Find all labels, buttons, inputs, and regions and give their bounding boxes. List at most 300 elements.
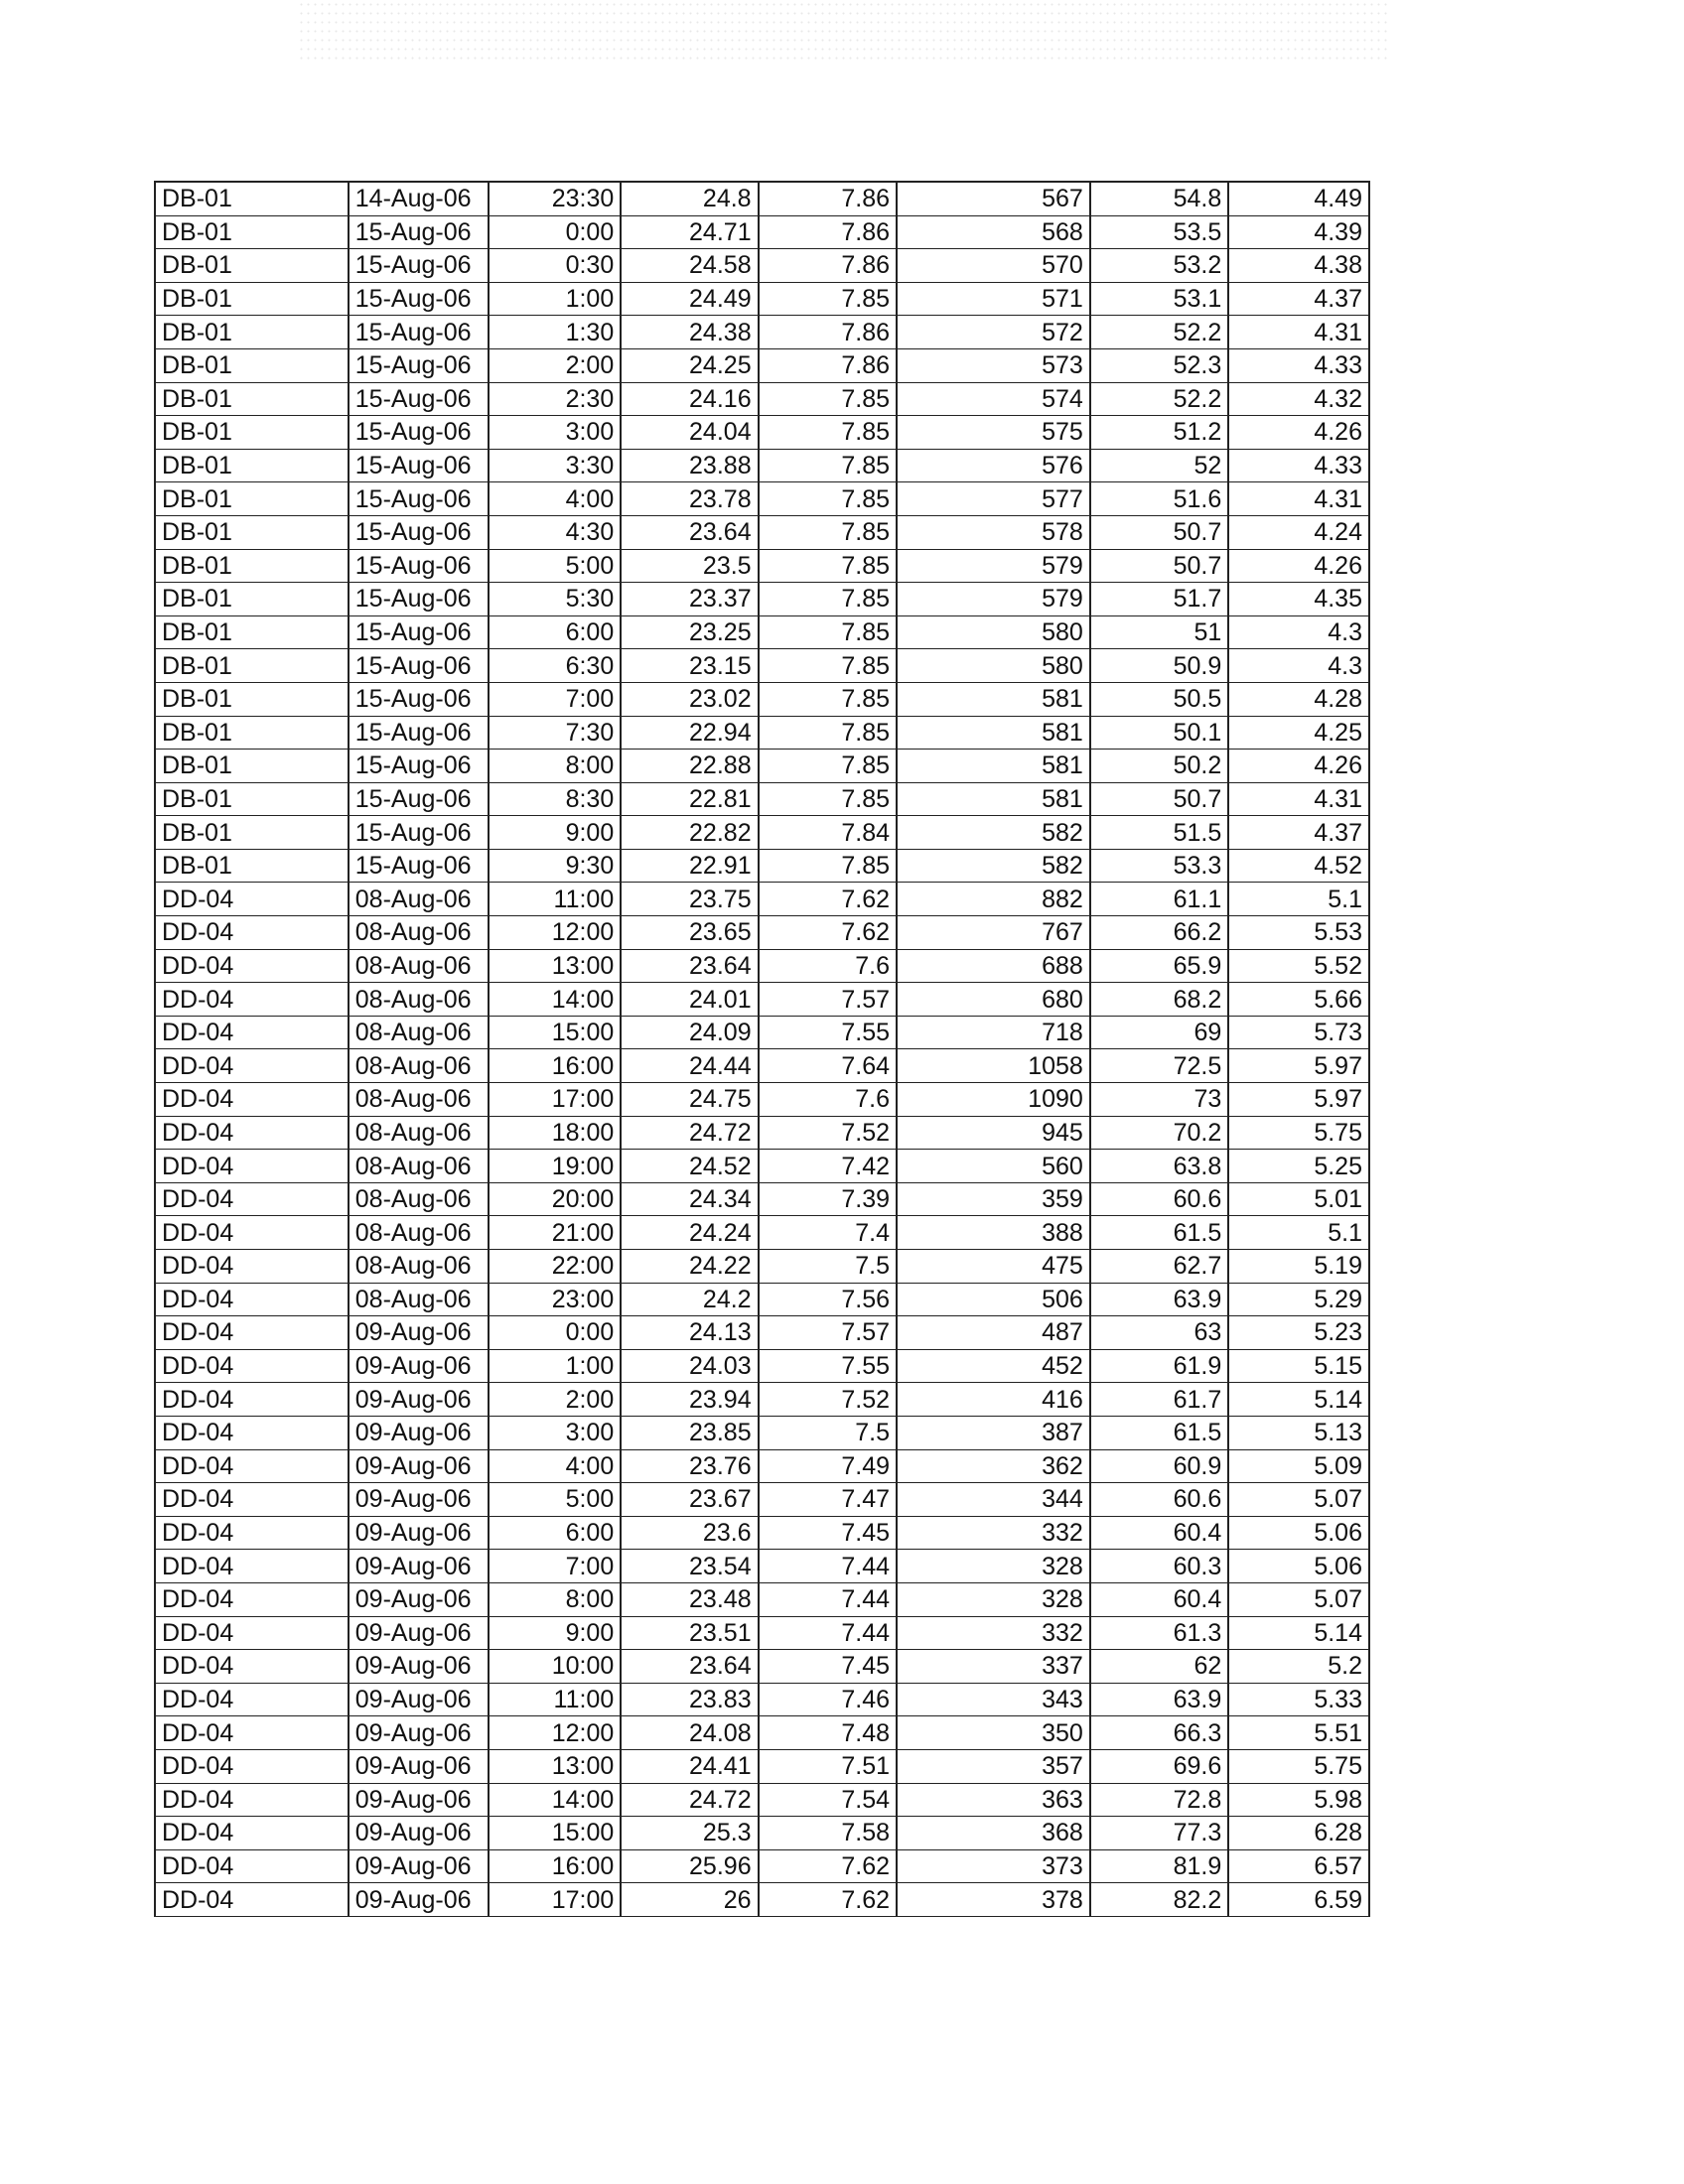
site-id-cell: DB-01	[155, 816, 349, 850]
do-mgl-cell: 5.09	[1228, 1449, 1369, 1483]
table-row	[155, 816, 1369, 850]
temperature-cell: 22.94	[621, 716, 758, 750]
time-cell: 16:00	[489, 1849, 621, 1883]
site-id-cell: DB-01	[155, 782, 349, 816]
site-id-cell: DB-01	[155, 583, 349, 616]
conductivity-cell: 581	[897, 750, 1090, 783]
temperature-cell: 23.54	[621, 1550, 758, 1583]
do-percent-cell: 53.5	[1090, 215, 1228, 249]
conductivity-cell: 328	[897, 1582, 1090, 1616]
conductivity-cell: 328	[897, 1550, 1090, 1583]
ph-cell: 7.5	[759, 1416, 897, 1449]
ph-cell: 7.45	[759, 1516, 897, 1550]
date-cell: 15-Aug-06	[349, 382, 490, 416]
temperature-cell: 25.3	[621, 1817, 758, 1850]
temperature-cell: 24.22	[621, 1250, 758, 1284]
time-cell: 15:00	[489, 1817, 621, 1850]
data-table	[154, 181, 1370, 1917]
date-cell: 15-Aug-06	[349, 249, 490, 283]
do-percent-cell: 62	[1090, 1650, 1228, 1684]
date-cell: 09-Aug-06	[349, 1849, 490, 1883]
date-cell: 08-Aug-06	[349, 1016, 490, 1049]
ph-cell: 7.85	[759, 449, 897, 482]
do-mgl-cell: 5.06	[1228, 1516, 1369, 1550]
temperature-cell: 23.5	[621, 549, 758, 583]
conductivity-cell: 882	[897, 883, 1090, 916]
ph-cell: 7.46	[759, 1683, 897, 1716]
site-id-cell: DB-01	[155, 549, 349, 583]
site-id-cell: DD-04	[155, 1582, 349, 1616]
site-id-cell: DB-01	[155, 382, 349, 416]
temperature-cell: 23.64	[621, 1650, 758, 1684]
time-cell: 3:00	[489, 416, 621, 450]
do-mgl-cell: 4.49	[1228, 182, 1369, 215]
date-cell: 09-Aug-06	[349, 1349, 490, 1383]
time-cell: 2:30	[489, 382, 621, 416]
do-percent-cell: 66.2	[1090, 916, 1228, 950]
do-mgl-cell: 5.97	[1228, 1049, 1369, 1083]
do-percent-cell: 82.2	[1090, 1883, 1228, 1917]
table-row	[155, 1716, 1369, 1750]
temperature-cell: 24.03	[621, 1349, 758, 1383]
ph-cell: 7.86	[759, 348, 897, 382]
site-id-cell: DD-04	[155, 1250, 349, 1284]
conductivity-cell: 718	[897, 1016, 1090, 1049]
table-row	[155, 583, 1369, 616]
date-cell: 08-Aug-06	[349, 949, 490, 983]
do-mgl-cell: 4.25	[1228, 716, 1369, 750]
do-mgl-cell: 4.28	[1228, 682, 1369, 716]
do-mgl-cell: 5.53	[1228, 916, 1369, 950]
time-cell: 23:00	[489, 1283, 621, 1316]
site-id-cell: DD-04	[155, 1316, 349, 1350]
time-cell: 0:00	[489, 1316, 621, 1350]
ph-cell: 7.56	[759, 1283, 897, 1316]
time-cell: 6:00	[489, 615, 621, 649]
time-cell: 18:00	[489, 1116, 621, 1150]
conductivity-cell: 357	[897, 1749, 1090, 1783]
date-cell: 08-Aug-06	[349, 1283, 490, 1316]
table-row	[155, 1650, 1369, 1684]
site-id-cell: DB-01	[155, 849, 349, 883]
ph-cell: 7.6	[759, 1083, 897, 1117]
site-id-cell: DD-04	[155, 1049, 349, 1083]
do-mgl-cell: 5.33	[1228, 1683, 1369, 1716]
do-percent-cell: 50.9	[1090, 649, 1228, 683]
conductivity-cell: 574	[897, 382, 1090, 416]
table-row	[155, 1116, 1369, 1150]
do-percent-cell: 61.7	[1090, 1383, 1228, 1417]
date-cell: 15-Aug-06	[349, 416, 490, 450]
do-mgl-cell: 5.19	[1228, 1250, 1369, 1284]
do-percent-cell: 73	[1090, 1083, 1228, 1117]
conductivity-cell: 337	[897, 1650, 1090, 1684]
date-cell: 09-Aug-06	[349, 1716, 490, 1750]
do-mgl-cell: 5.98	[1228, 1783, 1369, 1817]
time-cell: 9:00	[489, 1616, 621, 1650]
table-row	[155, 782, 1369, 816]
do-percent-cell: 53.1	[1090, 282, 1228, 316]
site-id-cell: DB-01	[155, 716, 349, 750]
do-mgl-cell: 5.07	[1228, 1483, 1369, 1517]
do-mgl-cell: 5.07	[1228, 1582, 1369, 1616]
site-id-cell: DD-04	[155, 1817, 349, 1850]
time-cell: 5:30	[489, 583, 621, 616]
time-cell: 5:00	[489, 549, 621, 583]
date-cell: 09-Aug-06	[349, 1817, 490, 1850]
time-cell: 17:00	[489, 1083, 621, 1117]
do-percent-cell: 61.1	[1090, 883, 1228, 916]
site-id-cell: DD-04	[155, 949, 349, 983]
do-percent-cell: 60.4	[1090, 1582, 1228, 1616]
conductivity-cell: 388	[897, 1216, 1090, 1250]
temperature-cell: 24.01	[621, 983, 758, 1017]
temperature-cell: 24.13	[621, 1316, 758, 1350]
do-mgl-cell: 6.59	[1228, 1883, 1369, 1917]
table-row	[155, 615, 1369, 649]
ph-cell: 7.85	[759, 649, 897, 683]
do-percent-cell: 69	[1090, 1016, 1228, 1049]
ph-cell: 7.55	[759, 1349, 897, 1383]
conductivity-cell: 573	[897, 348, 1090, 382]
do-mgl-cell: 5.1	[1228, 883, 1369, 916]
date-cell: 08-Aug-06	[349, 1182, 490, 1216]
ph-cell: 7.85	[759, 515, 897, 549]
date-cell: 09-Aug-06	[349, 1683, 490, 1716]
table-row	[155, 182, 1369, 215]
do-percent-cell: 61.3	[1090, 1616, 1228, 1650]
do-percent-cell: 60.3	[1090, 1550, 1228, 1583]
temperature-cell: 24.72	[621, 1116, 758, 1150]
date-cell: 09-Aug-06	[349, 1516, 490, 1550]
ph-cell: 7.62	[759, 1849, 897, 1883]
table-row	[155, 1483, 1369, 1517]
date-cell: 08-Aug-06	[349, 1083, 490, 1117]
site-id-cell: DD-04	[155, 1650, 349, 1684]
conductivity-cell: 688	[897, 949, 1090, 983]
do-percent-cell: 50.7	[1090, 549, 1228, 583]
do-mgl-cell: 6.28	[1228, 1817, 1369, 1850]
do-percent-cell: 52.2	[1090, 316, 1228, 349]
do-percent-cell: 50.7	[1090, 515, 1228, 549]
table-row	[155, 949, 1369, 983]
conductivity-cell: 577	[897, 482, 1090, 516]
site-id-cell: DD-04	[155, 1616, 349, 1650]
do-mgl-cell: 4.31	[1228, 316, 1369, 349]
time-cell: 8:00	[489, 750, 621, 783]
do-mgl-cell: 4.24	[1228, 515, 1369, 549]
table-row	[155, 1783, 1369, 1817]
ph-cell: 7.49	[759, 1449, 897, 1483]
time-cell: 19:00	[489, 1150, 621, 1183]
do-percent-cell: 61.9	[1090, 1349, 1228, 1383]
ph-cell: 7.44	[759, 1582, 897, 1616]
ph-cell: 7.86	[759, 249, 897, 283]
date-cell: 08-Aug-06	[349, 1049, 490, 1083]
conductivity-cell: 487	[897, 1316, 1090, 1350]
do-percent-cell: 63.9	[1090, 1283, 1228, 1316]
do-mgl-cell: 5.52	[1228, 949, 1369, 983]
do-percent-cell: 51.7	[1090, 583, 1228, 616]
do-percent-cell: 72.8	[1090, 1783, 1228, 1817]
conductivity-cell: 350	[897, 1716, 1090, 1750]
date-cell: 08-Aug-06	[349, 1150, 490, 1183]
ph-cell: 7.64	[759, 1049, 897, 1083]
do-percent-cell: 62.7	[1090, 1250, 1228, 1284]
do-mgl-cell: 4.31	[1228, 782, 1369, 816]
table-row	[155, 883, 1369, 916]
table-row	[155, 916, 1369, 950]
site-id-cell: DD-04	[155, 1749, 349, 1783]
temperature-cell: 24.71	[621, 215, 758, 249]
site-id-cell: DD-04	[155, 1416, 349, 1449]
do-mgl-cell: 5.51	[1228, 1716, 1369, 1750]
do-percent-cell: 53.3	[1090, 849, 1228, 883]
site-id-cell: DB-01	[155, 282, 349, 316]
do-mgl-cell: 4.26	[1228, 549, 1369, 583]
site-id-cell: DD-04	[155, 1016, 349, 1049]
table-row	[155, 515, 1369, 549]
do-percent-cell: 77.3	[1090, 1817, 1228, 1850]
do-mgl-cell: 5.75	[1228, 1749, 1369, 1783]
table-row	[155, 1616, 1369, 1650]
date-cell: 15-Aug-06	[349, 348, 490, 382]
temperature-cell: 23.51	[621, 1616, 758, 1650]
do-mgl-cell: 5.23	[1228, 1316, 1369, 1350]
ph-cell: 7.6	[759, 949, 897, 983]
do-mgl-cell: 4.3	[1228, 649, 1369, 683]
do-percent-cell: 70.2	[1090, 1116, 1228, 1150]
date-cell: 08-Aug-06	[349, 883, 490, 916]
ph-cell: 7.86	[759, 182, 897, 215]
temperature-cell: 24.08	[621, 1716, 758, 1750]
ph-cell: 7.85	[759, 782, 897, 816]
ph-cell: 7.52	[759, 1116, 897, 1150]
conductivity-cell: 452	[897, 1349, 1090, 1383]
ph-cell: 7.55	[759, 1016, 897, 1049]
table-row	[155, 1550, 1369, 1583]
site-id-cell: DD-04	[155, 1216, 349, 1250]
temperature-cell: 23.94	[621, 1383, 758, 1417]
site-id-cell: DD-04	[155, 1716, 349, 1750]
site-id-cell: DD-04	[155, 1449, 349, 1483]
do-mgl-cell: 5.97	[1228, 1083, 1369, 1117]
conductivity-cell: 582	[897, 816, 1090, 850]
date-cell: 09-Aug-06	[349, 1650, 490, 1684]
date-cell: 15-Aug-06	[349, 716, 490, 750]
do-percent-cell: 50.2	[1090, 750, 1228, 783]
ph-cell: 7.5	[759, 1250, 897, 1284]
do-percent-cell: 52	[1090, 449, 1228, 482]
time-cell: 20:00	[489, 1182, 621, 1216]
date-cell: 08-Aug-06	[349, 1116, 490, 1150]
ph-cell: 7.44	[759, 1550, 897, 1583]
time-cell: 4:00	[489, 1449, 621, 1483]
do-mgl-cell: 5.25	[1228, 1150, 1369, 1183]
conductivity-cell: 344	[897, 1483, 1090, 1517]
do-mgl-cell: 4.3	[1228, 615, 1369, 649]
date-cell: 15-Aug-06	[349, 649, 490, 683]
table-row	[155, 1383, 1369, 1417]
ph-cell: 7.58	[759, 1817, 897, 1850]
time-cell: 11:00	[489, 1683, 621, 1716]
site-id-cell: DB-01	[155, 515, 349, 549]
temperature-cell: 26	[621, 1883, 758, 1917]
table-row	[155, 215, 1369, 249]
site-id-cell: DB-01	[155, 682, 349, 716]
temperature-cell: 24.8	[621, 182, 758, 215]
do-percent-cell: 51.6	[1090, 482, 1228, 516]
time-cell: 7:00	[489, 682, 621, 716]
time-cell: 6:00	[489, 1516, 621, 1550]
do-mgl-cell: 5.1	[1228, 1216, 1369, 1250]
temperature-cell: 23.67	[621, 1483, 758, 1517]
site-id-cell: DD-04	[155, 1883, 349, 1917]
table-row	[155, 1216, 1369, 1250]
ph-cell: 7.85	[759, 716, 897, 750]
ph-cell: 7.48	[759, 1716, 897, 1750]
conductivity-cell: 475	[897, 1250, 1090, 1284]
do-mgl-cell: 4.32	[1228, 382, 1369, 416]
date-cell: 09-Aug-06	[349, 1416, 490, 1449]
table-body	[155, 182, 1369, 1916]
do-mgl-cell: 5.15	[1228, 1349, 1369, 1383]
do-percent-cell: 60.6	[1090, 1483, 1228, 1517]
table-row	[155, 348, 1369, 382]
conductivity-cell: 570	[897, 249, 1090, 283]
date-cell: 09-Aug-06	[349, 1616, 490, 1650]
conductivity-cell: 578	[897, 515, 1090, 549]
site-id-cell: DB-01	[155, 615, 349, 649]
table-row	[155, 750, 1369, 783]
time-cell: 16:00	[489, 1049, 621, 1083]
date-cell: 09-Aug-06	[349, 1582, 490, 1616]
time-cell: 12:00	[489, 1716, 621, 1750]
conductivity-cell: 580	[897, 649, 1090, 683]
time-cell: 9:30	[489, 849, 621, 883]
date-cell: 15-Aug-06	[349, 316, 490, 349]
time-cell: 0:00	[489, 215, 621, 249]
ph-cell: 7.45	[759, 1650, 897, 1684]
temperature-cell: 25.96	[621, 1849, 758, 1883]
do-mgl-cell: 6.57	[1228, 1849, 1369, 1883]
date-cell: 15-Aug-06	[349, 849, 490, 883]
do-mgl-cell: 5.13	[1228, 1416, 1369, 1449]
do-percent-cell: 72.5	[1090, 1049, 1228, 1083]
site-id-cell: DD-04	[155, 1383, 349, 1417]
temperature-cell: 22.88	[621, 750, 758, 783]
site-id-cell: DB-01	[155, 316, 349, 349]
temperature-cell: 24.16	[621, 382, 758, 416]
scan-noise	[298, 0, 1390, 60]
time-cell: 6:30	[489, 649, 621, 683]
date-cell: 08-Aug-06	[349, 983, 490, 1017]
do-percent-cell: 63.9	[1090, 1683, 1228, 1716]
temperature-cell: 24.41	[621, 1749, 758, 1783]
ph-cell: 7.85	[759, 282, 897, 316]
date-cell: 09-Aug-06	[349, 1449, 490, 1483]
date-cell: 15-Aug-06	[349, 750, 490, 783]
table-row	[155, 1582, 1369, 1616]
site-id-cell: DB-01	[155, 182, 349, 215]
date-cell: 15-Aug-06	[349, 282, 490, 316]
conductivity-cell: 363	[897, 1783, 1090, 1817]
time-cell: 11:00	[489, 883, 621, 916]
time-cell: 21:00	[489, 1216, 621, 1250]
table-row	[155, 1817, 1369, 1850]
site-id-cell: DD-04	[155, 916, 349, 950]
ph-cell: 7.4	[759, 1216, 897, 1250]
temperature-cell: 24.38	[621, 316, 758, 349]
date-cell: 09-Aug-06	[349, 1883, 490, 1917]
table-row	[155, 649, 1369, 683]
conductivity-cell: 576	[897, 449, 1090, 482]
time-cell: 5:00	[489, 1483, 621, 1517]
time-cell: 17:00	[489, 1883, 621, 1917]
do-mgl-cell: 5.75	[1228, 1116, 1369, 1150]
site-id-cell: DD-04	[155, 1483, 349, 1517]
do-mgl-cell: 5.29	[1228, 1283, 1369, 1316]
temperature-cell: 23.88	[621, 449, 758, 482]
ph-cell: 7.85	[759, 583, 897, 616]
table-row	[155, 382, 1369, 416]
conductivity-cell: 568	[897, 215, 1090, 249]
site-id-cell: DD-04	[155, 1849, 349, 1883]
ph-cell: 7.62	[759, 883, 897, 916]
temperature-cell: 24.25	[621, 348, 758, 382]
time-cell: 15:00	[489, 1016, 621, 1049]
temperature-cell: 24.58	[621, 249, 758, 283]
do-percent-cell: 51.5	[1090, 816, 1228, 850]
do-percent-cell: 69.6	[1090, 1749, 1228, 1783]
do-percent-cell: 81.9	[1090, 1849, 1228, 1883]
time-cell: 7:00	[489, 1550, 621, 1583]
ph-cell: 7.85	[759, 549, 897, 583]
do-mgl-cell: 5.14	[1228, 1616, 1369, 1650]
time-cell: 14:00	[489, 1783, 621, 1817]
table-row	[155, 316, 1369, 349]
date-cell: 14-Aug-06	[349, 182, 490, 215]
temperature-cell: 24.09	[621, 1016, 758, 1049]
temperature-cell: 23.6	[621, 1516, 758, 1550]
time-cell: 14:00	[489, 983, 621, 1017]
conductivity-cell: 1058	[897, 1049, 1090, 1083]
time-cell: 13:00	[489, 1749, 621, 1783]
ph-cell: 7.85	[759, 382, 897, 416]
table-row	[155, 1349, 1369, 1383]
time-cell: 7:30	[489, 716, 621, 750]
temperature-cell: 23.76	[621, 1449, 758, 1483]
date-cell: 15-Aug-06	[349, 816, 490, 850]
site-id-cell: DD-04	[155, 1349, 349, 1383]
time-cell: 22:00	[489, 1250, 621, 1284]
temperature-cell: 24.04	[621, 416, 758, 450]
do-percent-cell: 53.2	[1090, 249, 1228, 283]
date-cell: 09-Aug-06	[349, 1383, 490, 1417]
site-id-cell: DB-01	[155, 750, 349, 783]
ph-cell: 7.44	[759, 1616, 897, 1650]
conductivity-cell: 416	[897, 1383, 1090, 1417]
temperature-cell: 23.37	[621, 583, 758, 616]
do-percent-cell: 68.2	[1090, 983, 1228, 1017]
table-row	[155, 416, 1369, 450]
ph-cell: 7.62	[759, 916, 897, 950]
time-cell: 12:00	[489, 916, 621, 950]
do-mgl-cell: 4.37	[1228, 282, 1369, 316]
ph-cell: 7.86	[759, 215, 897, 249]
table-row	[155, 682, 1369, 716]
site-id-cell: DB-01	[155, 449, 349, 482]
